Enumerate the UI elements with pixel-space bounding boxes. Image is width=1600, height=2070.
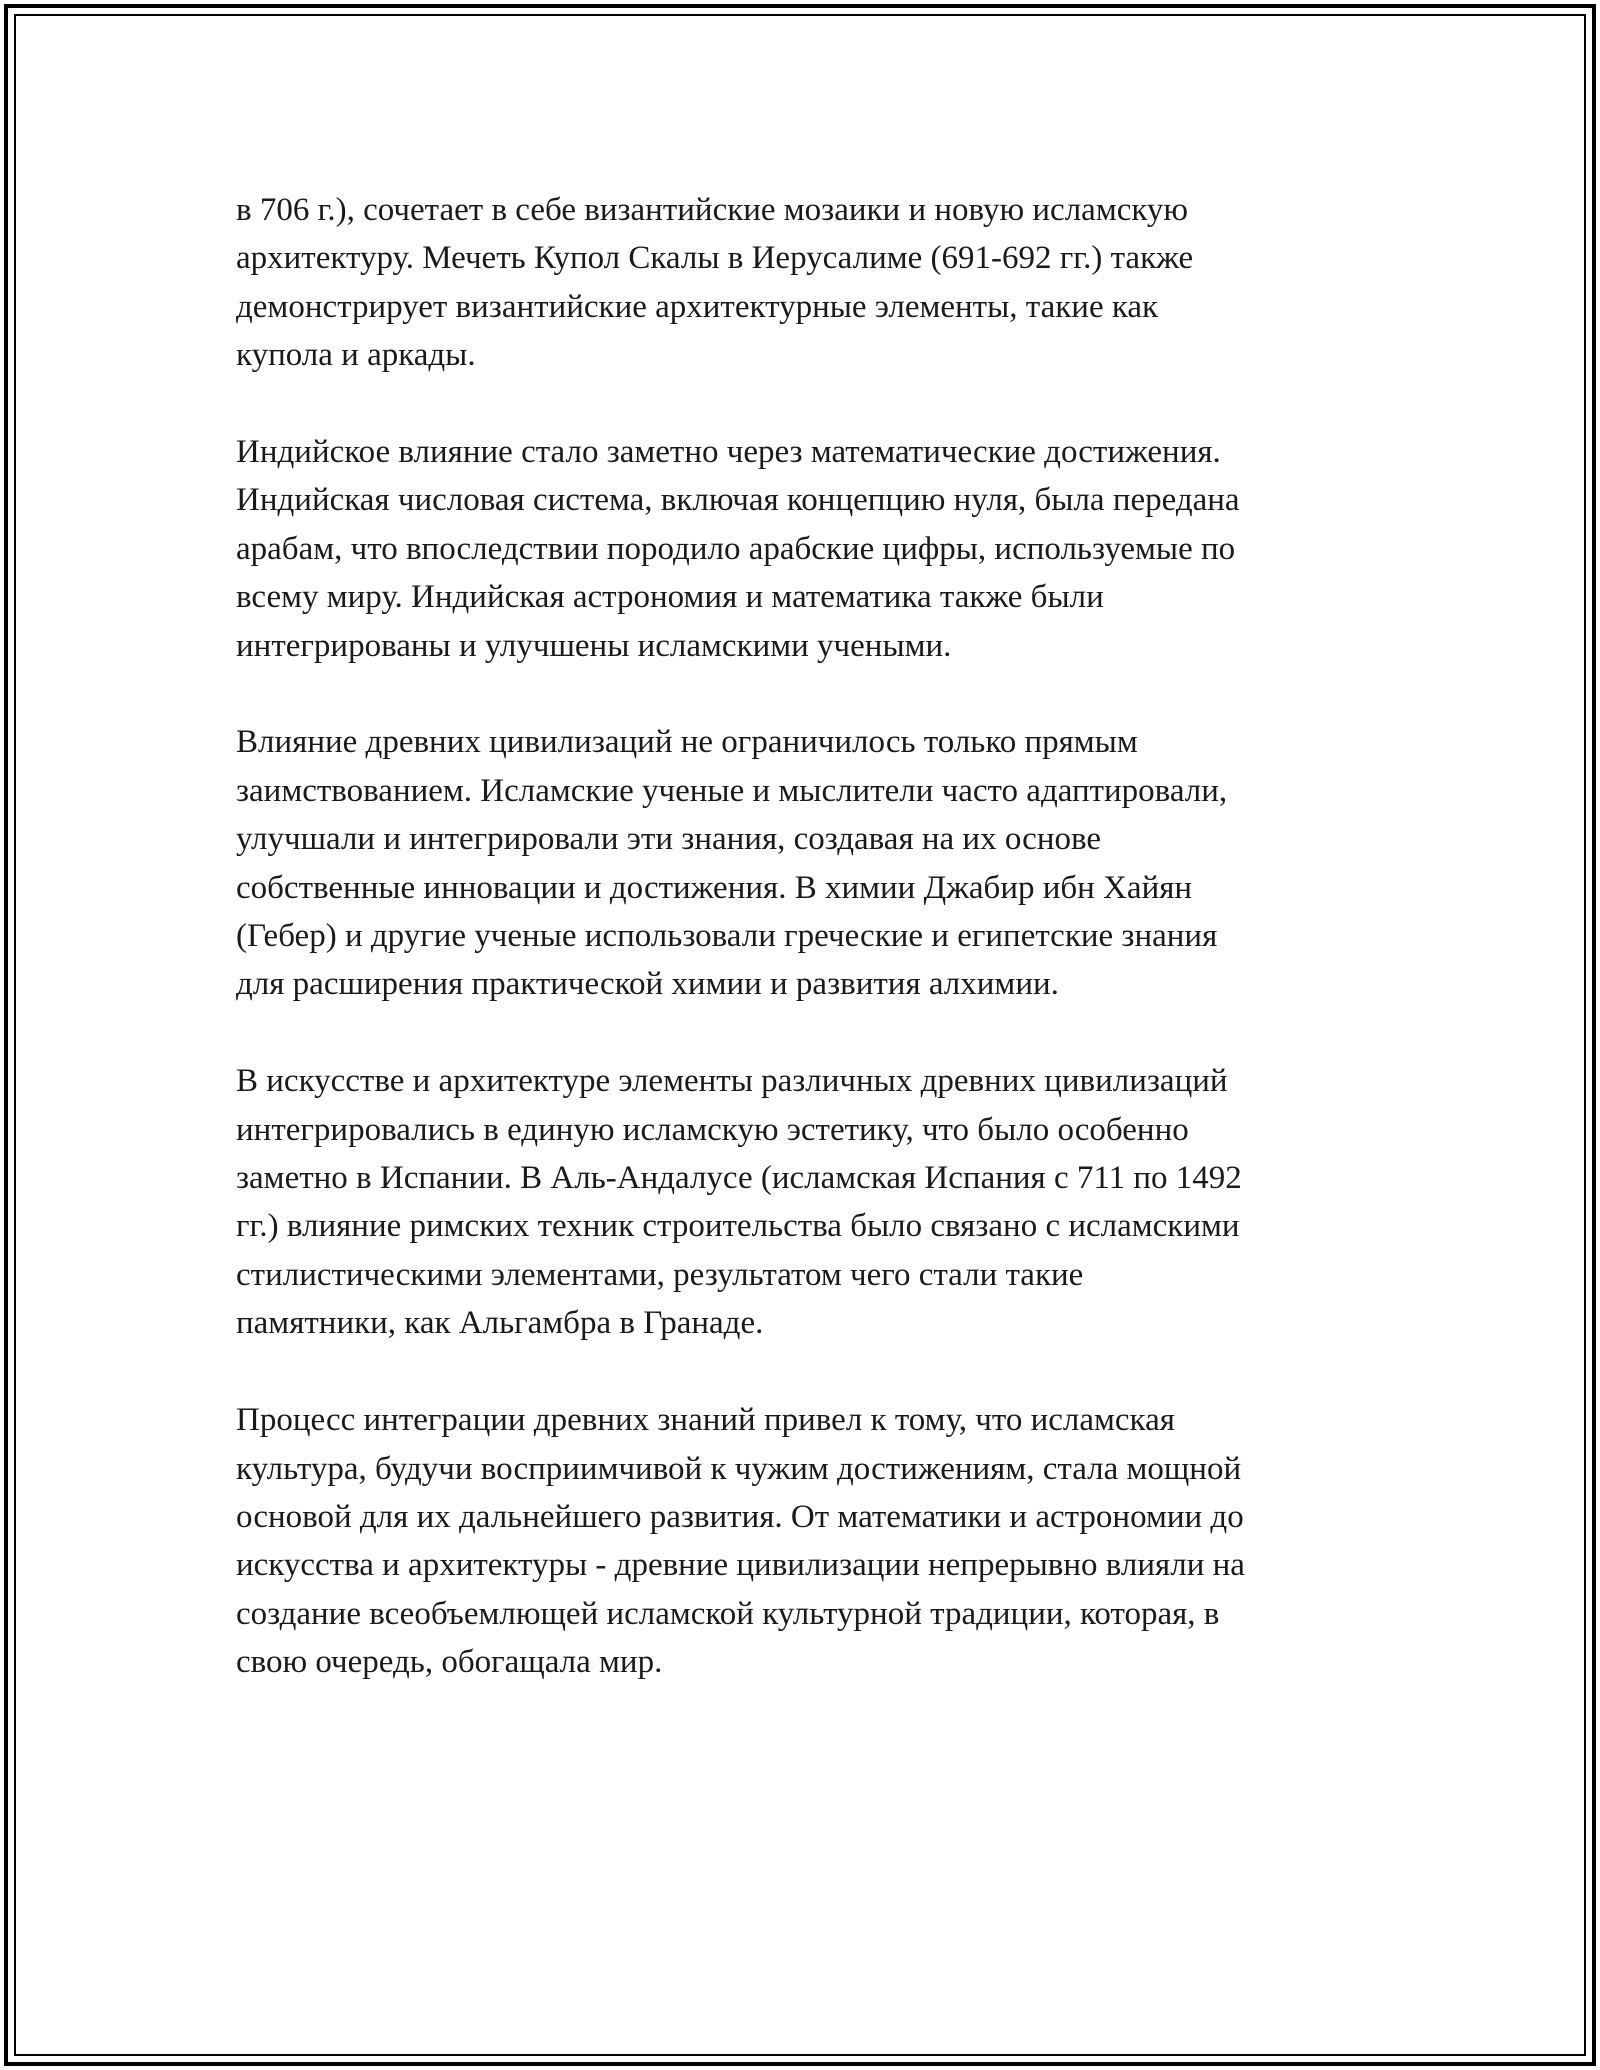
text-line: памятники, как Альгамбра в Гранаде. (236, 1305, 764, 1342)
text-line: Процесс интеграции древних знаний привел к тому, что исламская (236, 1402, 1175, 1439)
text-line: культура, будучи восприимчивой к чужим достижениям, стала мощной (236, 1450, 1242, 1487)
text-line: для расширения практической химии и развития алхимии. (236, 966, 1059, 1003)
text-line: свою очередь, обогащала мир. (236, 1644, 663, 1681)
text-line: собственные инновации и достижения. В химии Джабир ибн Хайян (236, 869, 1193, 906)
paragraph-5 (236, 1396, 1386, 1686)
text-line: в 706 г.), сочетает в себе византийские мозаики и новую исламскую (236, 192, 1189, 228)
text-line: стилистическими элементами, результатом чего стали такие (236, 1256, 1084, 1293)
text-line: гг.) влияние римских техник строительства было связано с исламскими (236, 1208, 1240, 1245)
text-line: улучшали и интегрировали эти знания, создавая на их основе (236, 821, 1102, 858)
text-line: создание всеобъемлющей исламской культурной традиции, которая, в (236, 1595, 1220, 1632)
text-line: демонстрирует византийские архитектурные элементы, такие как (236, 288, 1159, 325)
paragraph-1 (236, 186, 1386, 380)
paragraph-4 (236, 1057, 1386, 1347)
text-line: Индийское влияние стало заметно через математические достижения. (236, 434, 1221, 471)
text-line: Влияние древних цивилизаций не ограничилось только прямым (236, 724, 1138, 761)
text-line: интегрированы и улучшены исламскими учеными. (236, 627, 952, 664)
text-line: (Гебер) и другие ученые использовали греческие и египетские знания (236, 918, 1218, 955)
text-line: В искусстве и архитектуре элементы различных древних цивилизаций (236, 1063, 1228, 1100)
document-body (236, 186, 1386, 1735)
text-line: купола и аркады. (236, 337, 476, 374)
paragraph-3 (236, 718, 1386, 1008)
text-line: заимствованием. Исламские ученые и мыслители часто адаптировали, (236, 772, 1228, 809)
text-line: искусства и архитектуры - древние цивилизации непрерывно влияли на (236, 1547, 1245, 1584)
text-line: Индийская числовая система, включая концепцию нуля, была передана (236, 482, 1240, 519)
text-line: архитектуру. Мечеть Купол Скалы в Иерусалиме (691-692 гг.) также (236, 240, 1194, 277)
text-line: заметно в Испании. В Аль-Андалусе (исламская Испания с 711 по 1492 (236, 1160, 1242, 1197)
text-line: всему миру. Индийская астрономия и математика также были (236, 579, 1104, 616)
text-line: основой для их дальнейшего развития. От математики и астрономии до (236, 1498, 1244, 1535)
paragraph-2 (236, 428, 1386, 670)
text-line: интегрировались в единую исламскую эстетику, что было особенно (236, 1111, 1189, 1148)
text-line: арабам, что впоследствии породило арабские цифры, используемые по (236, 530, 1236, 567)
